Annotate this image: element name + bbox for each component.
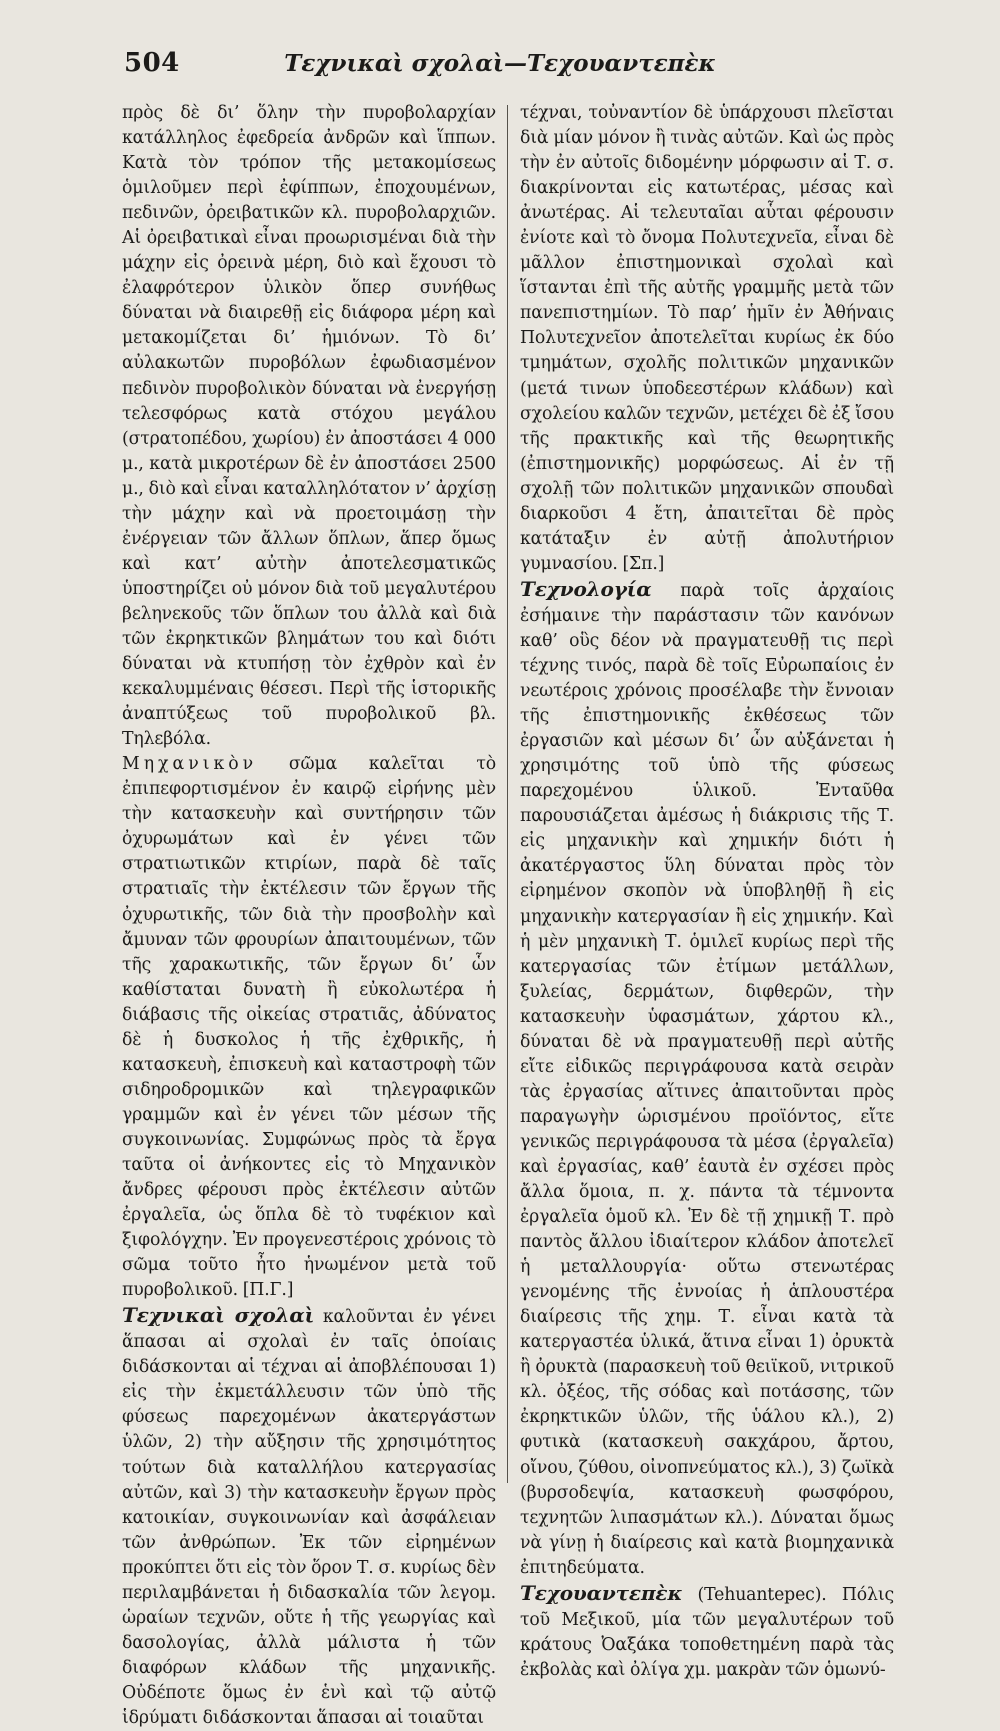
right-column [520, 101, 894, 1683]
text-columns [122, 101, 894, 1728]
spaced-term: Μηχανικὸν [122, 754, 258, 775]
page-header [118, 48, 882, 88]
latin-name: (Tehuantepec). [682, 1584, 827, 1605]
running-title: Τεχνικαὶ σχολαὶ—Τεχουαντεπὲκ [284, 50, 716, 77]
entry-headword: Τεχουαντεπὲκ [520, 1580, 683, 1605]
paragraph [520, 101, 894, 577]
page-number: 504 [124, 48, 180, 78]
entry-tehuantepec [520, 1581, 894, 1683]
paragraph-text: σῶμα καλεῖται τὸ ἐπιπεφορτισμένον ἐν καιρῷ εἰρήνης μὲν τὴν κατασκευὴν καὶ συντήρησιν τῶν ὀχυρωμάτων καὶ ἐν γένει τῶν στρατιωτικῶν κτιρίων, παρὰ δὲ ταῖς στρατιαῖς τὴν ἐκτέλεσιν τῶν ἔργων τῆς ὀχυρωτικῆς, τῶν διὰ τὴν προσβολὴν καὶ ἄμυναν τῶν φρουρίων ἀπαιτουμένων, τῶν τῆς χαρακωτικῆς, τῶν ἔργων δι’ ὧν καθίσταται δυνατὴ ἢ εὐκολωτέρα ἡ διάβασις τῆς οἰκείας στρατιᾶς, ἀδύνατος δὲ ἡ δυσκολος ἡ τῆς ἐχθρικῆς, ἡ κατασκευὴ, ἐπισκευὴ καὶ καταστροφὴ τῶν σιδηροδρομικῶν καὶ τηλεγραφικῶν γραμμῶν καὶ ἐν γένει τῶν μέσων τῆς συγκοινωνίας. Συμφώνως πρὸς τὰ ἔργα ταῦτα οἱ ἀνήκοντες εἰς τὸ Μηχανικὸν ἄνδρες φέρουσι πρὸς ἐκτέλεσιν αὐτῶν ἐργαλεῖα, ὡς ὅπλα δὲ τὸ τυφέκιον καὶ ξιφολόγχην. Ἐν προγενεστέροις χρόνοις τὸ σῶμα τοῦτο ἦτο ἡνωμένον μετὰ τοῦ πυροβολικοῦ. [Π.Γ.] [122, 754, 496, 1301]
entry-technikai-scholai [122, 1303, 496, 1731]
left-column [122, 101, 496, 1731]
paragraph-text: καλοῦνται ἐν γένει ἅπασαι αἱ σχολαὶ ἐν ταῖς ὁποίαις διδάσκονται αἱ τέχναι αἱ ἀποβλέπουσαι 1) εἰς τὴν ἐκμετάλλευσιν τῶν ὑπὸ τῆς φύσεως παρεχομένων ἀκατεργάστων ὑλῶν, 2) τὴν αὔξησιν τῆς χρησιμότητος τούτων διὰ καταλλήλου κατεργασίας αὐτῶν, καὶ 3) τὴν κατασκευὴν ἔργων πρὸς κατοικίαν, συγκοινωνίαν καὶ ἀσφάλειαν τῶν ἀνθρώπων. Ἐκ τῶν εἰρημένων προκύπτει ὅτι εἰς τὸν ὅρον Τ. σ. κυρίως δὲν περιλαμβάνεται ἡ διδασκαλία τῶν λεγομ. ὡραίων τεχνῶν, οὔτε ἡ τῆς γεωργίας καὶ δασολογίας, ἀλλὰ μάλιστα ἡ τῶν διαφόρων κλάδων τῆς μηχανικῆς. Οὐδέποτε ὅμως ἐν ἑνὶ καὶ τῷ αὐτῷ ἱδρύματι διδάσκονται ἅπασαι αἱ τοιαῦται [122, 1307, 496, 1728]
paragraph-text: πρὸς δὲ δι’ ὅλην τὴν πυροβολαρχίαν κατάλληλος ἐφεδρεία ἀνδρῶν καὶ ἵππων. Κατὰ τὸν τρόπον τῆς μετακομίσεως ὁμιλοῦμεν περὶ ἐφίππων, ἐποχουμένων, πεδινῶν, ὀρειβατικῶν κλ. πυροβολαρχιῶν. Αἱ ὀρειβατικαὶ εἶναι προωρισμέναι διὰ τὴν μάχην εἰς ὀρεινὰ μέρη, διὸ καὶ ἔχουσι τὸ ἐλαφρότερον ὑλικὸν ὅπερ συνήθως δύναται νὰ διαιρεθῇ εἰς διάφορα μέρη καὶ μετακομίζεται δι’ ἡμιόνων. Τὸ δι’ αὐλακωτῶν πυροβόλων ἐφωδιασμένον πεδινὸν πυροβολικὸν δύναται νὰ ἐνεργήσῃ τελεσφόρως κατὰ στόχου μεγάλου (στρατοπέδου, χωρίου) ἐν ἀποστάσει 4 000 μ., κατὰ μικροτέρων δὲ ἐν ἀποστάσει 2500 μ., διὸ καὶ εἶναι καταλληλότατον ν’ ἀρχίσῃ τὴν μάχην καὶ νὰ προετοιμάσῃ τὴν ἐνέργειαν τῶν ἄλλων ὅπλων, ἅπερ ὅμως καὶ κατ’ αὐτὴν ἀποτελεσματικῶς ὑποστηρίζει οὐ μόνον διὰ τοῦ μεγαλυτέρου βεληνεκοῦς τῶν ὅπλων του ἀλλὰ καὶ διὰ τῶν ἐκρηκτικῶν βλημάτων του καὶ διότι δύναται νὰ κτυπήσῃ τὸν ἐχθρὸν καὶ ἐν κεκαλυμμέναις θέσεσι. Περὶ τῆς ἱστορικῆς ἀναπτύξεως τοῦ πυροβολικοῦ βλ. Τηλεβόλα. [122, 103, 496, 750]
entry-headword: Τεχνικαὶ σχολαὶ [122, 1303, 315, 1328]
entry-mechanikon [122, 752, 496, 1303]
entry-headword: Τεχνολογία [520, 576, 652, 601]
column-divider [507, 105, 508, 1483]
paragraph-text: Πόλις τοῦ Μεξικοῦ, μία τῶν μεγαλυτέρων τοῦ κράτους Ὀαξάκα τοποθετημένη παρὰ τὰς ἐκβολὰς καὶ ὀλίγα χμ. μακρὰν τῶν ὁμωνύ- [520, 1584, 894, 1680]
paragraph-text: τέχναι, τοὐναντίον δὲ ὑπάρχουσι πλεῖσται διὰ μίαν μόνον ἢ τινὰς αὐτῶν. Καὶ ὡς πρὸς τὴν ἐν αὐτοῖς διδομένην μόρφωσιν αἱ Τ. σ. διακρίνονται εἰς κατωτέρας, μέσας καὶ ἀνωτέρας. Αἱ τελευταῖαι αὗται φέρουσιν ἐνίοτε καὶ τὸ ὄνομα Πολυτεχνεῖα, εἶναι δὲ μᾶλλον ἐπιστημονικαὶ σχολαὶ καὶ ἵστανται ἐπὶ τῆς αὐτῆς γραμμῆς μετὰ τῶν πανεπιστημίων. Τὸ παρ’ ἡμῖν ἐν Ἀθήναις Πολυτεχνεῖον ἀποτελεῖται κυρίως ἐκ δύο τμημάτων, σχολῆς πολιτικῶν μηχανικῶν (μετά τινων ὑποδεεστέρων κλάδων) καὶ σχολείου καλῶν τεχνῶν, μετέχει δὲ ἐξ ἴσου τῆς πρακτικῆς καὶ τῆς θεωρητικῆς (ἐπιστημονικῆς) μορφώσεως. Αἱ ἐν τῇ σχολῇ τῶν πολιτικῶν μηχανικῶν σπουδαὶ διαρκοῦσι 4 ἔτη, ἀπαιτεῖται δὲ πρὸς κατάταξιν ἐν αὐτῇ ἀπολυτήριον γυμνασίου. [Σπ.] [520, 103, 894, 574]
paragraph-text: παρὰ τοῖς ἀρχαίοις ἐσήμαινε τὴν παράστασιν τῶν κανόνων καθ’ οὓς δέον νὰ πραγματευθῇ τις περὶ τέχνης τινός, παρὰ δὲ τοῖς Εὐρωπαίοις ἐν νεωτέροις χρόνοις προσέλαβε τὴν ἔννοιαν τῆς ἐπιστημονικῆς ἐκθέσεως τῶν ἐργασιῶν καὶ μέσων δι’ ὧν αὐξάνεται ἡ χρησιμότης τοῦ ὑπὸ τῆς φύσεως παρεχομένου ὑλικοῦ. Ἐνταῦθα παρουσιάζεται ἀμέσως ἡ διάκρισις τῆς Τ. εἰς μηχανικὴν καὶ χημικήν διότι ἡ ἀκατέργαστος ὕλη δύναται πρὸς τὸν εἰρημένον σκοπὸν νὰ ὑποβληθῇ ἢ εἰς μηχανικὴν κατεργασίαν ἢ εἰς χημικήν. Καὶ ἡ μὲν μηχανικὴ Τ. ὁμιλεῖ κυρίως περὶ τῆς κατεργασίας τῶν ἐτίμων μετάλλων, ξυλείας, δερμάτων, διφθερῶν, τὴν κατασκευὴν ὑφασμάτων, χάρτου κλ., δύναται δὲ νὰ πραγματευθῇ περὶ αὐτῆς εἴτε εἰδικῶς περιγράφουσα κατὰ σειρὰν τὰς ἐργασίας αἵτινες ἀπαιτοῦνται πρὸς παραγωγὴν ὡρισμένου προϊόντος, εἴτε γενικῶς περιγράφουσα τὰ μέσα (ἐργαλεῖα) καὶ ἐργασίας, καθ’ ἑαυτὰ ἐν σχέσει πρὸς ἄλλα ὅμοια, π. χ. πάντα τὰ τέμνοντα ἐργαλεῖα ὁμοῦ κλ. Ἐν δὲ τῇ χημικῇ Τ. πρὸ παντὸς ἄλλου ἰδιαίτερον κλάδον ἀποτελεῖ ἡ μεταλλουργία· οὕτω στενωτέρας γενομένης τῆς ἐννοίας ἡ ἁπλουστέρα διαίρεσις τῆς χημ. Τ. εἶναι κατὰ τὰ κατεργαστέα ὑλικά, ἅτινα εἶναι 1) ὀρυκτὰ ἢ ὀρυκτὰ (παρασκευὴ τοῦ θειϊκοῦ, νιτρικοῦ κλ. ὀξέος, τῆς σόδας καὶ ποτάσσης, τῶν ἐκρηκτικῶν ὑλῶν, τῆς ὑάλου κλ.), 2) φυτικὰ (κατασκευὴ σακχάρου, ἄρτου, οἴνου, ζύθου, οἰνοπνεύματος κλ.), 3) ζωϊκὰ (βυρσοδεψία, κατασκευὴ φωσφόρου, τεχνητῶν λιπασμάτων κλ.). Δύναται ὅμως νὰ γίνῃ ἡ διαίρεσις καὶ κατὰ βιομηχανικὰ ἐπιτηδεύματα. [520, 580, 894, 1578]
entry-technologia [520, 577, 894, 1581]
paragraph [122, 101, 496, 752]
